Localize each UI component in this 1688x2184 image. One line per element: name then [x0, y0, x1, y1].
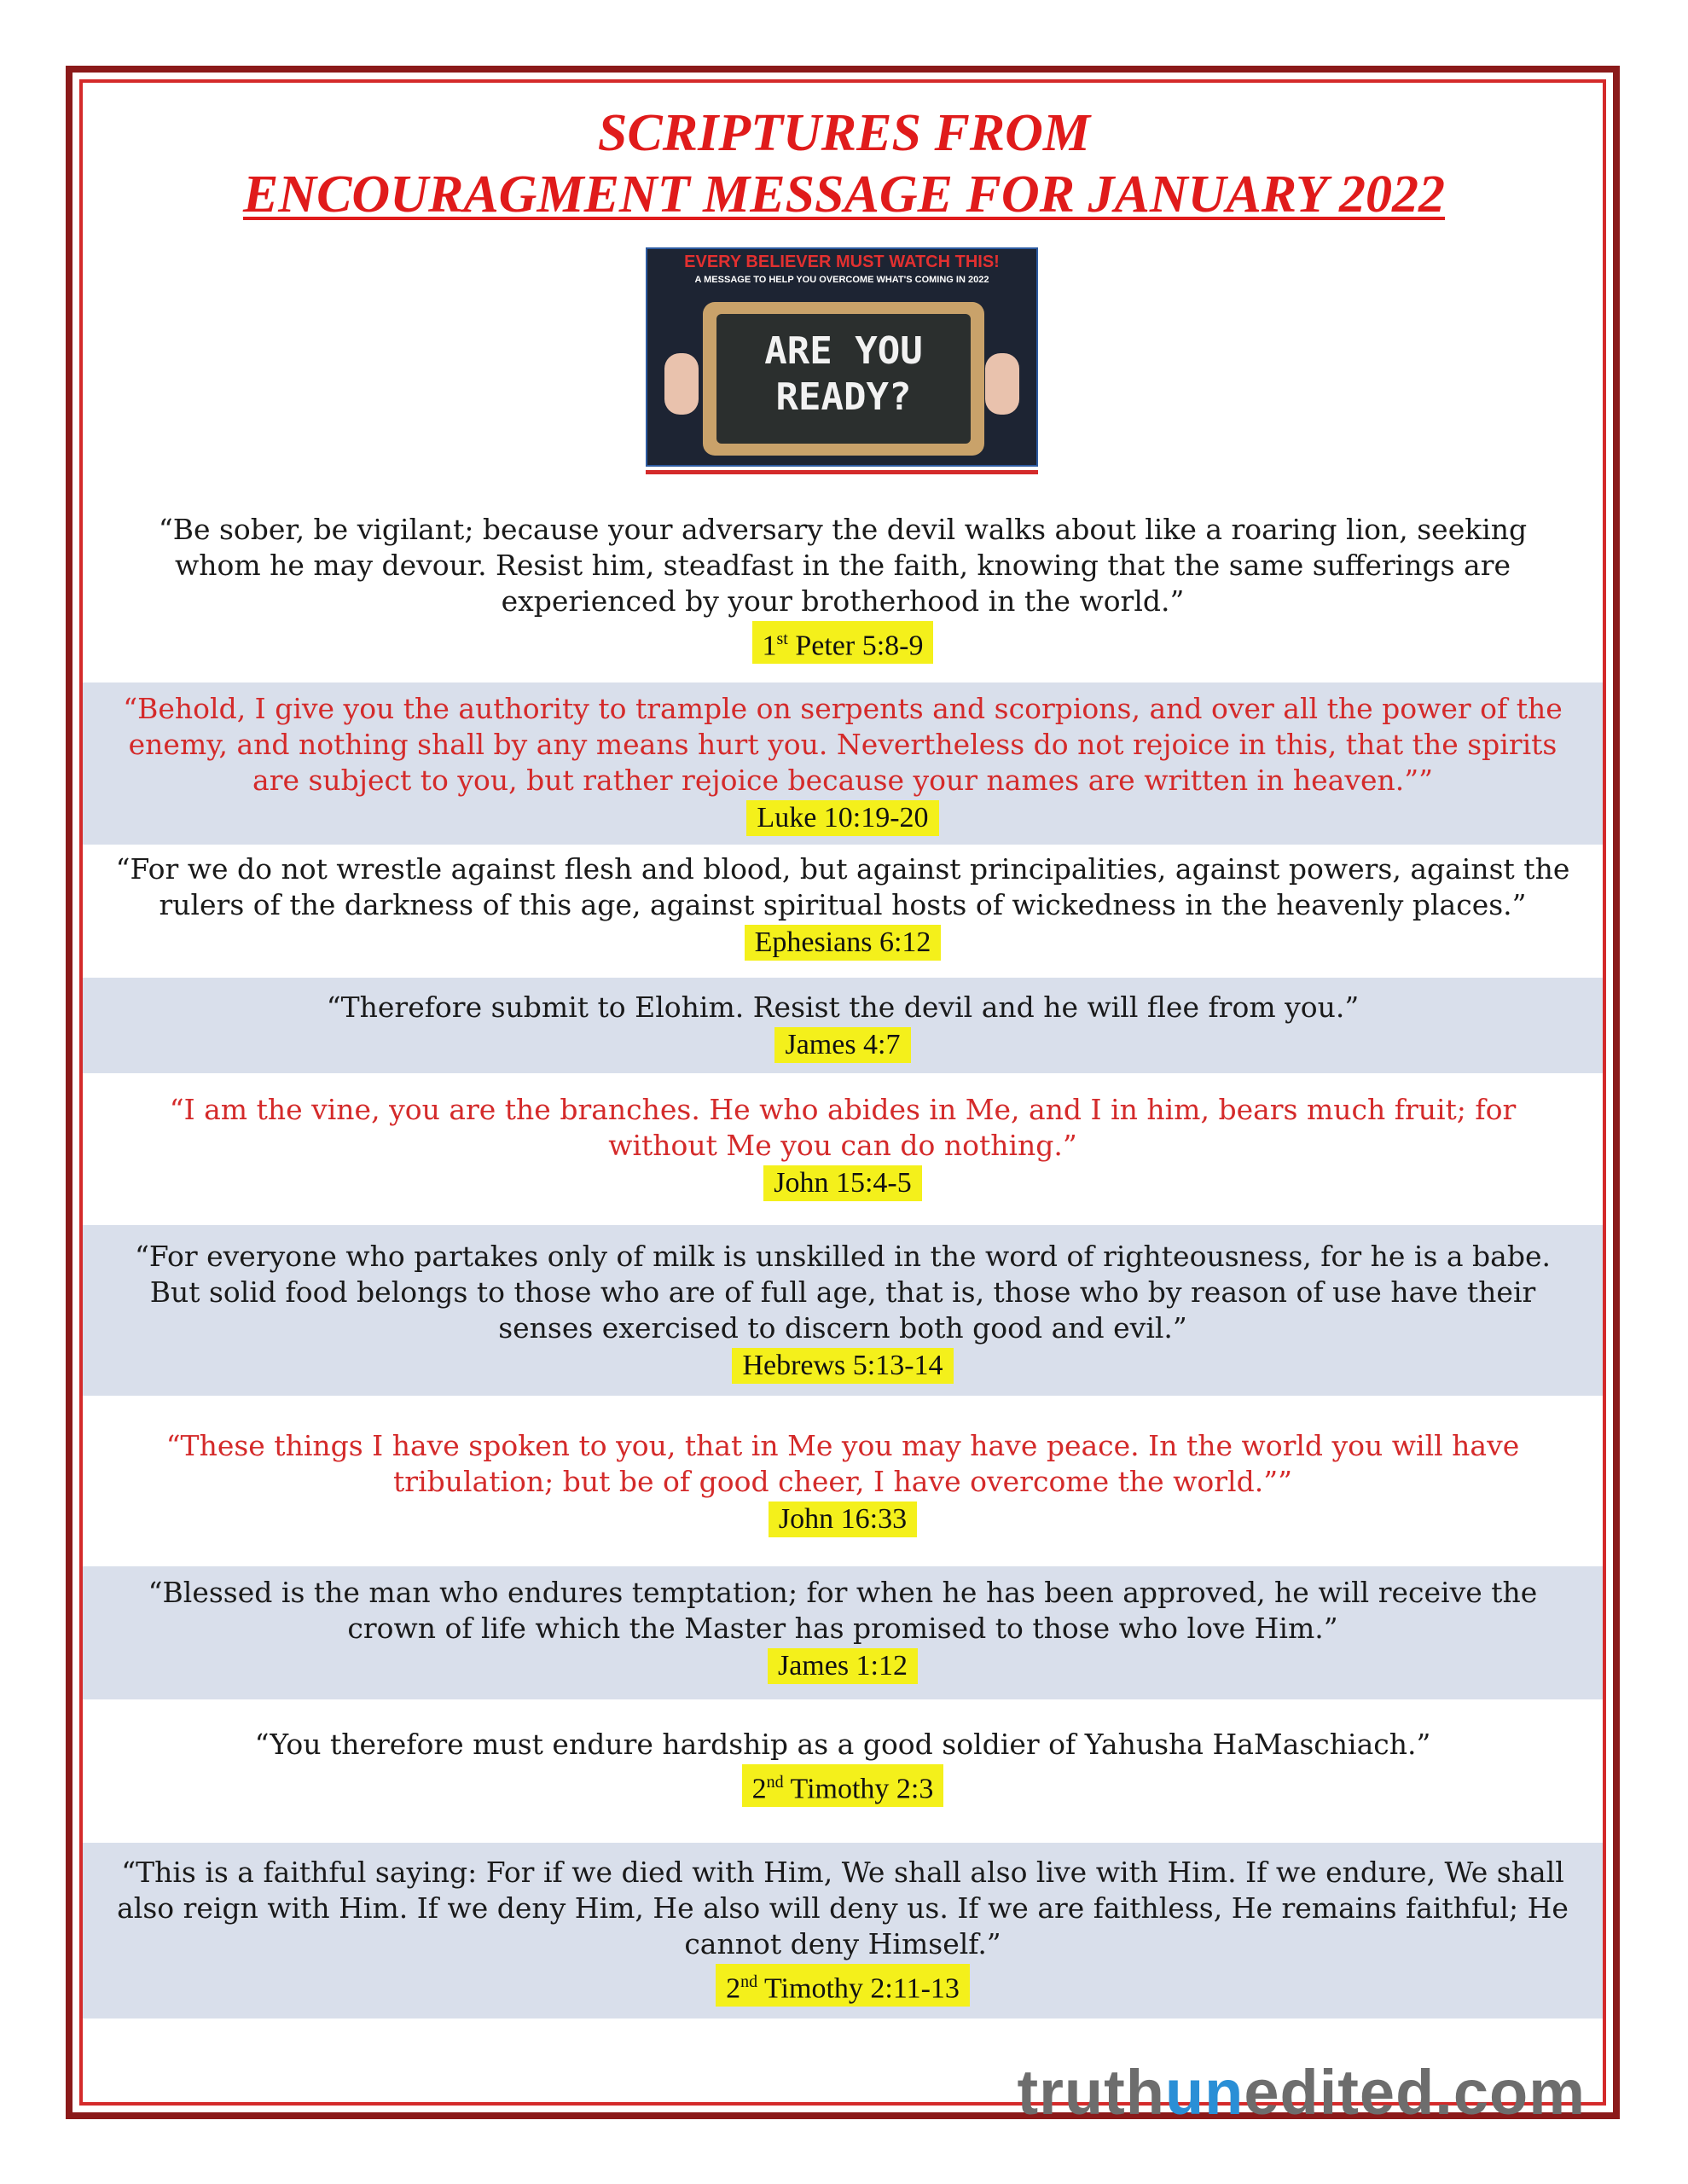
verse-reference: 1st Peter 5:8-9 — [752, 621, 934, 664]
verse-reference: John 15:4-5 — [763, 1165, 922, 1201]
promo-heading: EVERY BELIEVER MUST WATCH THIS! — [684, 253, 1000, 271]
verse-block-7 — [83, 1414, 1603, 1560]
verse-text: “These things I have spoken to you, that in Me you may have peace. In the world you will have tribulation; but be of good cheer, I have overcome the world.”” — [165, 1429, 1520, 1498]
right-hand-icon — [985, 353, 1019, 415]
page-title-line2: ENCOURAGMENT MESSAGE FOR JANUARY 2022 — [242, 166, 1446, 224]
promo-image — [646, 247, 1038, 467]
verse-block-8 — [83, 1566, 1603, 1699]
verse-reference: James 4:7 — [774, 1027, 910, 1063]
verse-text: “Blessed is the man who endures temptation; for when he has been approved, he will receive the crown of life which the Master has promised to those who love Him.” — [148, 1576, 1538, 1645]
verse-reference: 2nd Timothy 2:3 — [742, 1764, 944, 1807]
promo-underline — [646, 470, 1038, 474]
site-logo: truthunedited.com — [1017, 2057, 1586, 2128]
verse-reference: Luke 10:19-20 — [746, 800, 938, 836]
verse-reference: Ephesians 6:12 — [745, 925, 942, 961]
verse-text: “You therefore must endure hardship as a good soldier of Yahusha HaMaschiach.” — [254, 1728, 1431, 1761]
verse-block-1 — [83, 512, 1603, 674]
verse-block-10 — [83, 1843, 1603, 2018]
page-title-line1: SCRIPTURES FROM — [597, 104, 1091, 162]
verse-text: “For we do not wrestle against flesh and blood, but against principalities, against powers, against the rulers of the darkness of this age, against spiritual hosts of wickedness in the heavenly places.” — [115, 852, 1570, 921]
verse-reference: 2nd Timothy 2:11-13 — [716, 1964, 970, 2007]
verse-block-2 — [83, 682, 1603, 845]
verse-block-3 — [83, 846, 1603, 974]
chalkboard — [703, 302, 984, 456]
promo-subheading: A MESSAGE TO HELP YOU OVERCOME WHAT'S COMING IN 2022 — [694, 275, 989, 285]
verse-block-5 — [83, 1078, 1603, 1220]
chalkboard-surface — [716, 314, 971, 444]
verse-reference: James 1:12 — [768, 1648, 918, 1684]
verse-block-4 — [83, 978, 1603, 1073]
verse-text: “Therefore submit to Elohim. Resist the devil and he will flee from you.” — [326, 990, 1360, 1024]
verse-reference: Hebrews 5:13-14 — [732, 1348, 953, 1384]
left-hand-icon — [664, 353, 699, 415]
verse-block-6 — [83, 1225, 1603, 1396]
verse-text: “This is a faithful saying: For if we died with Him, We shall also live with Him. If we endure, We shall also reign with Him. If we deny Him, He also will deny us. If we are faithless, He remains faithful; He cannot deny Himself.” — [117, 1856, 1569, 1960]
verse-block-9 — [83, 1711, 1603, 1839]
verse-text: “I am the vine, you are the branches. He who abides in Me, and I in him, bears much fruit; for without Me you can do nothing.” — [169, 1093, 1517, 1162]
verse-text: “Behold, I give you the authority to trample on serpents and scorpions, and over all the power of the enemy, and nothing shall by any means hurt you. Nevertheless do not rejoice in this, that the spirits are subject to you, but rather rejoice because your names are written in heaven.”” — [123, 692, 1563, 797]
verse-text: “For everyone who partakes only of milk is unskilled in the word of righteousness, for he is a babe. But solid food belongs to those who are of full age, that is, those who by reason of use have their senses exercised to discern both good and evil.” — [135, 1240, 1551, 1345]
verse-text: “Be sober, be vigilant; because your adversary the devil walks about like a roaring lion, seeking whom he may devour. Resist him, steadfast in the faith, knowing that the same sufferings are experienced by your brotherhood in the world.” — [158, 513, 1528, 618]
board-line1: ARE YOU — [764, 329, 923, 373]
board-line2: READY? — [775, 375, 912, 419]
verse-reference: John 16:33 — [769, 1502, 917, 1537]
